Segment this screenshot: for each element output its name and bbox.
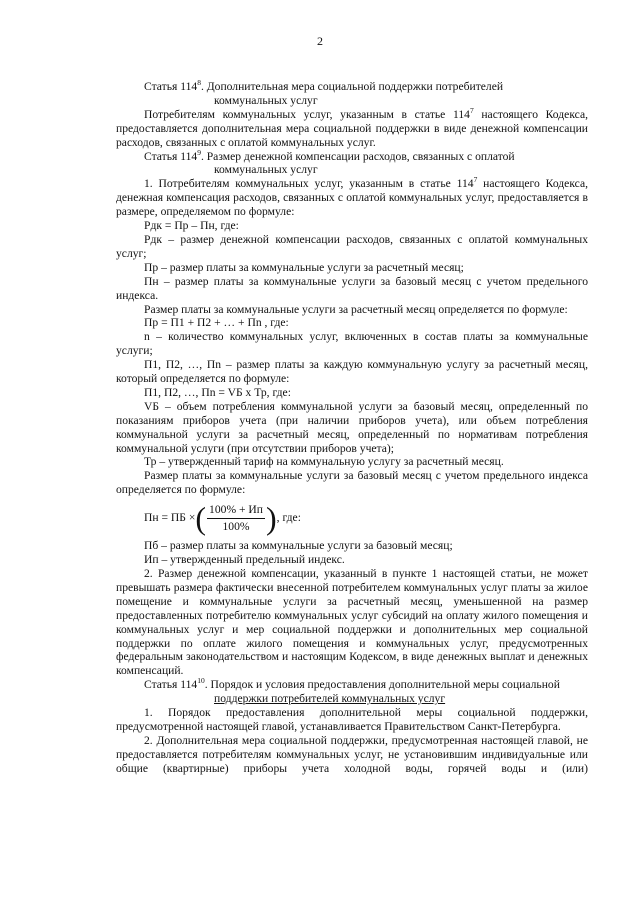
formula-4-tail: , где: xyxy=(276,511,301,525)
formula-1: Pдк = Пр – Пн, где: xyxy=(144,219,239,233)
definition-pb: Пб – размер платы за коммунальные услуги за базовый месяц; xyxy=(144,539,453,553)
formula-4 xyxy=(116,499,588,537)
document-body xyxy=(116,80,588,776)
definition-pdk: Pдк – размер денежной компенсации расходов, связанных с оплатой коммунальных услуг; xyxy=(116,232,588,260)
formula-2: Пр = П1 + П2 + … + Пn , где: xyxy=(144,316,289,330)
definition-ip: Ип – утвержденный предельный индекс. xyxy=(144,553,345,567)
article-1149-title-cont: коммунальных услуг xyxy=(214,163,318,177)
article-11410-para-1: 1. Порядок предоставления дополнительной меры социальной поддержки, предусмотренной настоящей главой, устанавливается Правительством Санкт-Петербурга. xyxy=(116,706,588,733)
page-number: 2 xyxy=(317,34,323,48)
article-1149-title: Статья $114^9$. Размер денежной компенсации расходов, связанных с оплатой xyxy=(144,147,515,163)
definition-n: n – количество коммунальных услуг, включенных в состав платы за коммунальные услуги; xyxy=(116,330,588,358)
article-1149-para-1: 1. Потребителям коммунальных услуг, указанным в статье $114^7$ настоящего Кодекса, денежная компенсация расходов, связанных с оплатой коммунальных услуг, предоставляется в размере, определяемом по формуле: xyxy=(116,175,588,219)
formula-4-lhs: Пн = ПБ × xyxy=(144,511,196,525)
article-1148-text: Потребителям коммунальных услуг, указанным в статье $114^7$ настоящего Кодекса, предоставляется дополнительная мера социальной поддержки в виде денежной компенсации расходов, связанных с оплатой коммунальных услуг. xyxy=(116,105,588,149)
article-1149-para-2: 2. Размер денежной компенсации, указанный в пункте 1 настоящей статьи, не может превышать размера фактически внесенной потребителем коммунальных услуг платы за жилое помещение и коммунальные услуги за расчетный месяц, уменьшенной на размер предоставленных потребителю коммунальных услуг субсидий на оплату жилого помещения и коммунальных услуг и мер социальной поддержки и дополнительных мер социальной поддержки по оплате жилого помещения и коммунальных услуг, предусмотренных федеральным законодательством и настоящим Кодексом, в виде денежных выплат и денежных компенсаций. xyxy=(116,567,588,678)
definition-pn: Пн – размер платы за коммунальные услуги за базовый месяц с учетом предельного индекса. xyxy=(116,274,588,302)
para-base-month: Размер платы за коммунальные услуги за базовый месяц с учетом предельного индекса определяется по формуле: xyxy=(116,469,588,497)
article-1148-title: Статья $114^8$. Дополнительная мера социальной поддержки потребителей xyxy=(144,78,504,93)
formula-4-fraction xyxy=(207,503,265,534)
formula-3: П1, П2, …, Пn = VБ x Тр, где: xyxy=(144,385,291,399)
definition-pp: Пр – размер платы за коммунальные услуги за расчетный месяц; xyxy=(144,260,464,274)
article-11410-para-2: 2. Дополнительная мера социальной поддержки, предусмотренная настоящей главой, не предоставляется потребителям коммунальных услуг, не установившим индивидуальные или общие (квартирные) приборы учета холодной воды, горячей воды и (или) xyxy=(116,733,588,775)
article-11410-title-cont: поддержки потребителей коммунальных услуг xyxy=(214,692,446,706)
left-paren-glyph: ( xyxy=(195,500,207,537)
right-paren-glyph: ) xyxy=(266,500,277,537)
definition-pi: П1, П2, …, Пn – размер платы за каждую коммунальную услугу за расчетный месяц, который определяется по формуле: xyxy=(116,358,588,386)
article-11410-title: Статья $114^{10}$. Порядок и условия предоставления дополнительной меры социальной xyxy=(144,676,560,692)
definition-vb: VБ – объем потребления коммунальной услуги за базовый месяц, определенный по показаниям приборов учета (при наличии приборов учета), или объем потребления коммунальной услуги за расчетный месяц, определенный по нормативам потребления коммунальной услуги (при отсутствии приборов учета); xyxy=(116,399,588,455)
article-1148-title-cont: коммунальных услуг xyxy=(214,93,318,107)
para-calc-month: Размер платы за коммунальные услуги за расчетный месяц определяется по формуле: xyxy=(144,302,568,316)
fraction-numerator: 100% + Ип xyxy=(207,503,265,519)
definition-tr: Тр – утвержденный тариф на коммунальную услугу за расчетный месяц. xyxy=(144,455,504,469)
fraction-denominator: 100% xyxy=(222,519,250,533)
